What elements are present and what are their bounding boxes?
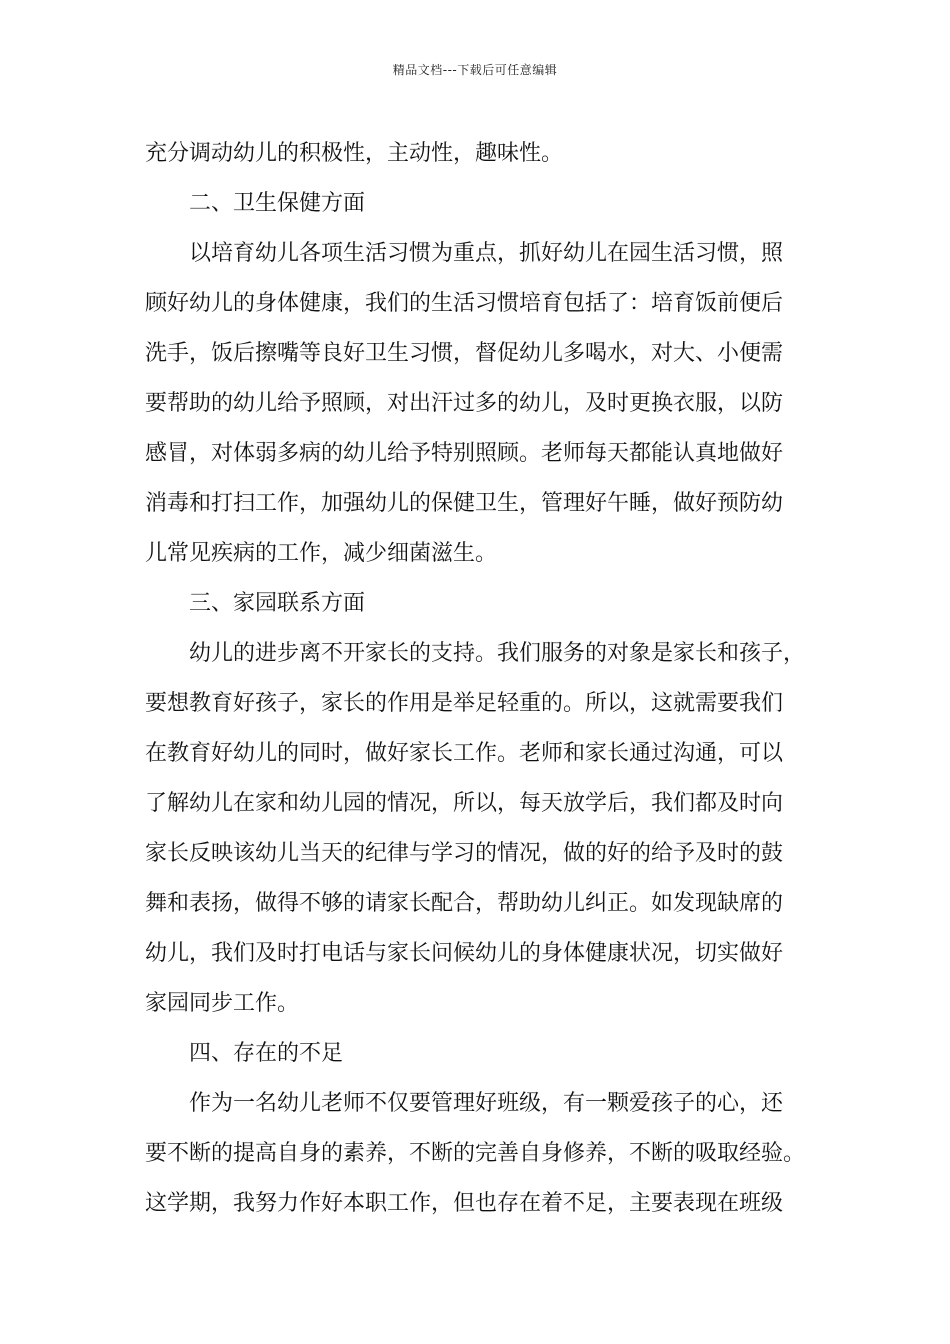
document-body bbox=[145, 129, 807, 1229]
paragraph-line: 幼儿，我们及时打电话与家长问候幼儿的身体健康状况，切实做好 bbox=[145, 941, 784, 966]
paragraph-line: 这学期，我努力作好本职工作，但也存在着不足，主要表现在班级 bbox=[145, 1191, 784, 1216]
paragraph-line: 感冒，对体弱多病的幼儿给予特别照顾。老师每天都能认真地做好 bbox=[145, 441, 784, 466]
paragraph-line: 洗手，饭后擦嘴等良好卫生习惯，督促幼儿多喝水，对大、小便需 bbox=[145, 341, 784, 366]
paragraph-line: 以培育幼儿各项生活习惯为重点，抓好幼儿在园生活习惯，照 bbox=[189, 241, 784, 266]
section-heading-home-school: 三、家园联系方面 bbox=[189, 591, 366, 616]
paragraph-line: 顾好幼儿的身体健康，我们的生活习惯培育包括了：培育饭前便后 bbox=[145, 291, 784, 316]
paragraph-line: 消毒和打扫工作，加强幼儿的保健卫生，管理好午睡，做好预防幼 bbox=[145, 491, 784, 516]
paragraph-line: 家长反映该幼儿当天的纪律与学习的情况，做的好的给予及时的鼓 bbox=[145, 841, 784, 866]
paragraph-line: 在教育好幼儿的同时，做好家长工作。老师和家长通过沟通，可以 bbox=[145, 741, 784, 766]
paragraph-line: 了解幼儿在家和幼儿园的情况，所以，每天放学后，我们都及时向 bbox=[145, 791, 784, 816]
paragraph-line: 要不断的提高自身的素养，不断的完善自身修养，不断的吸取经验。 bbox=[145, 1141, 806, 1166]
paragraph-line: 作为一名幼儿老师不仅要管理好班级，有一颗爱孩子的心，还 bbox=[189, 1091, 784, 1116]
paragraph-line: 舞和表扬，做得不够的请家长配合，帮助幼儿纠正。如发现缺席的 bbox=[145, 891, 784, 916]
paragraph-line: 要想教育好孩子，家长的作用是举足轻重的。所以，这就需要我们 bbox=[145, 691, 784, 716]
section-heading-hygiene: 二、卫生保健方面 bbox=[189, 191, 366, 216]
page-header: 精品文档---下载后可任意编辑 bbox=[392, 63, 558, 77]
paragraph-line: 要帮助的幼儿给予照顾，对出汗过多的幼儿，及时更换衣服，以防 bbox=[145, 391, 784, 416]
paragraph-line: 儿常见疾病的工作，减少细菌滋生。 bbox=[145, 541, 498, 566]
paragraph-line: 充分调动幼儿的积极性，主动性，趣味性。 bbox=[145, 141, 564, 166]
section-heading-shortcomings: 四、存在的不足 bbox=[189, 1041, 344, 1066]
paragraph-line: 家园同步工作。 bbox=[145, 991, 300, 1016]
paragraph-line: 幼儿的进步离不开家长的支持。我们服务的对象是家长和孩子， bbox=[189, 641, 806, 666]
